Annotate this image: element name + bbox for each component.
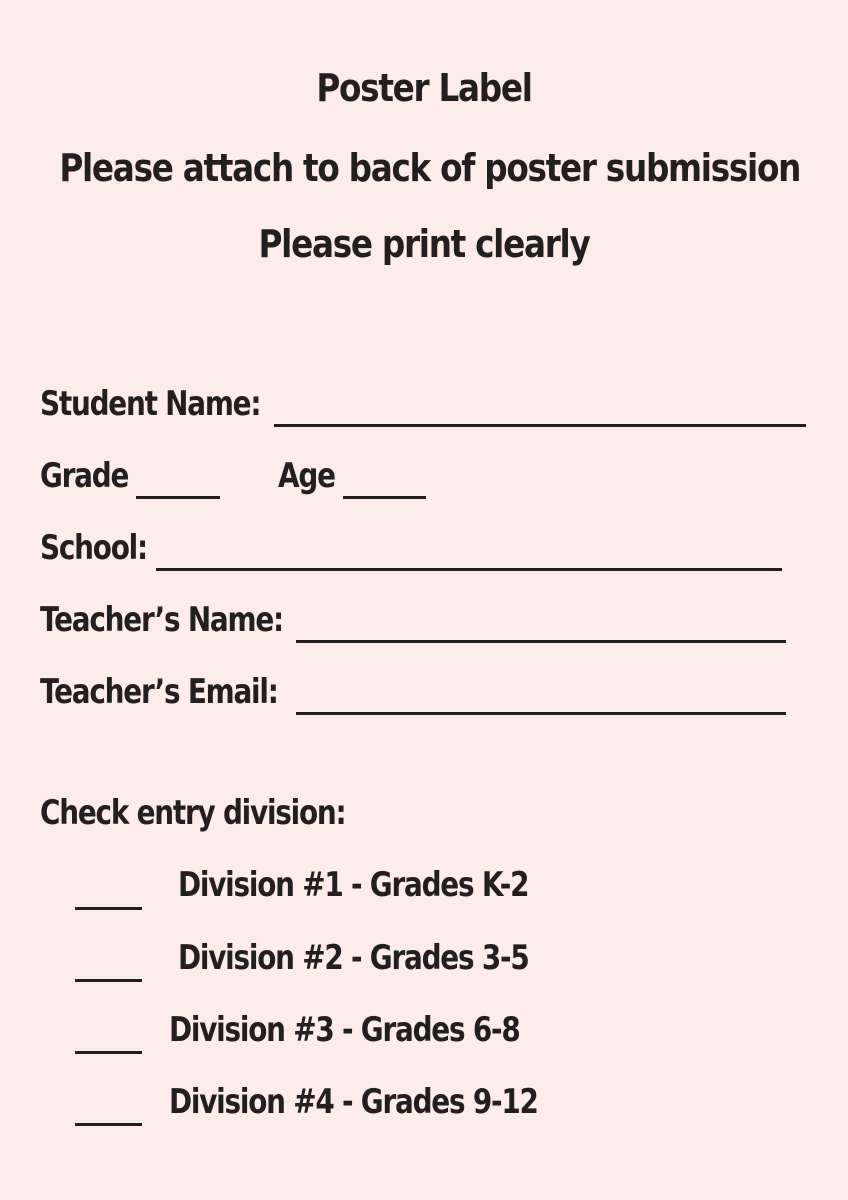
grade-line[interactable]: [136, 496, 220, 499]
division-heading: Check entry division:: [40, 793, 346, 833]
student-name-label: Student Name:: [40, 384, 261, 424]
teacher-name-label: Teacher’s Name:: [40, 600, 283, 640]
grade-label: Grade: [40, 456, 129, 496]
age-line[interactable]: [343, 496, 426, 499]
age-label: Age: [278, 456, 335, 496]
division-4-label: Division #4 - Grades 9-12: [169, 1082, 538, 1122]
division-1-checkline[interactable]: [75, 907, 142, 910]
division-3-checkline[interactable]: [75, 1051, 142, 1054]
teacher-email-label: Teacher’s Email:: [40, 672, 278, 712]
print-instruction: Please print clearly: [258, 222, 590, 266]
attach-instruction: Please attach to back of poster submission: [59, 146, 801, 190]
division-2-checkline[interactable]: [75, 979, 142, 982]
school-line[interactable]: [156, 568, 782, 571]
school-label: School:: [40, 528, 147, 568]
page-title: Poster Label: [316, 66, 532, 110]
division-2-label: Division #2 - Grades 3-5: [178, 938, 529, 978]
student-name-line[interactable]: [274, 424, 806, 427]
division-1-label: Division #1 - Grades K-2: [178, 865, 529, 905]
teacher-email-line[interactable]: [296, 712, 786, 715]
division-4-checkline[interactable]: [75, 1123, 142, 1126]
teacher-name-line[interactable]: [296, 640, 786, 643]
division-3-label: Division #3 - Grades 6-8: [169, 1010, 520, 1050]
